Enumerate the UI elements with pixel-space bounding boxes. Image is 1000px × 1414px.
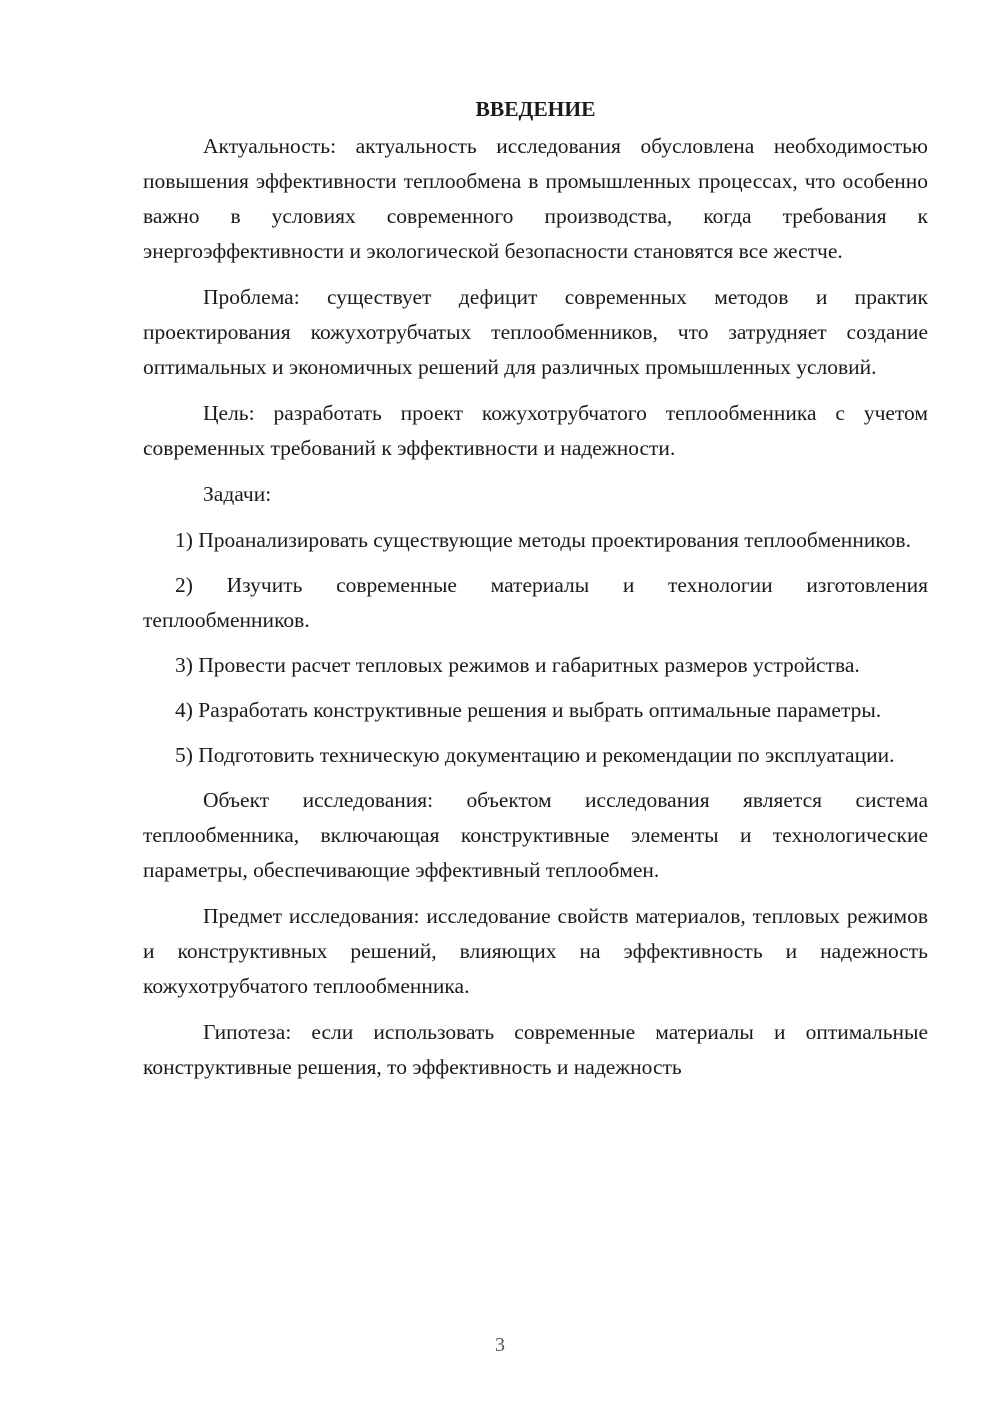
section-title: ВВЕДЕНИЕ (475, 97, 596, 121)
page-number: 3 (495, 1334, 505, 1356)
list-item: 5) Подготовить техническую документацию и рекомендации по эксплуатации. (175, 743, 895, 767)
paragraph-goal: Цель: разработать проект кожухотрубчатого теплообменника с учетом современных требований к эффективности и надежности. (143, 401, 928, 460)
list-item: 2) Изучить современные материалы и технологии изготовления теплообменников. (143, 573, 928, 632)
list-item: 1) Проанализировать существующие методы проектирования теплообменников. (175, 528, 911, 552)
list-item: 3) Провести расчет тепловых режимов и габаритных размеров устройства. (175, 653, 860, 677)
paragraph-object: Объект исследования: объектом исследования является система теплообменника, включающая конструктивные элементы и технологические параметры, обеспечивающие эффективный теплообмен. (143, 788, 928, 882)
paragraph-problem: Проблема: существует дефицит современных методов и практик проектирования кожухотрубчатых теплообменников, что затрудняет создание оптимальных и экономичных решений для различных промышленных условий. (143, 285, 928, 379)
list-item: 4) Разработать конструктивные решения и выбрать оптимальные параметры. (175, 698, 882, 722)
paragraph-hypothesis: Гипотеза: если использовать современные материалы и оптимальные конструктивные решения, то эффективность и надежность (143, 1020, 928, 1079)
tasks-heading: Задачи: (203, 482, 272, 506)
tasks-list (143, 523, 928, 773)
paragraph-subject: Предмет исследования: исследование свойств материалов, тепловых режимов и конструктивных решений, влияющих на эффективность и надежность кожухотрубчатого теплообменника. (143, 904, 928, 998)
document-page (143, 92, 928, 1096)
paragraph-relevance: Актуальность: актуальность исследования обусловлена необходимостью повышения эффективности теплообмена в промышленных процессах, что особенно важно в условиях современного производства, когда требования к энергоэффективности и экологической безопасности становятся все жестче. (143, 134, 928, 263)
